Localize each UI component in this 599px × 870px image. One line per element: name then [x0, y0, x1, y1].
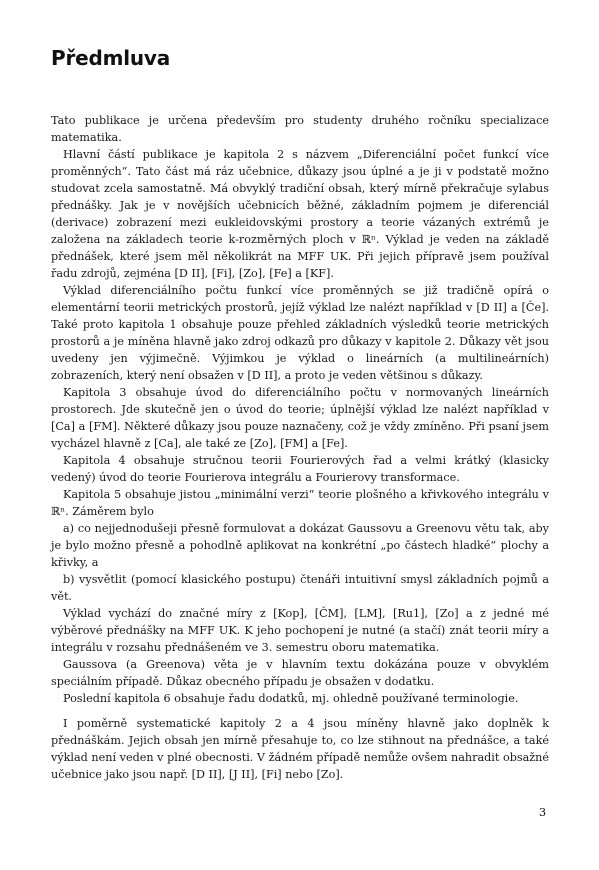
list-item-a: a) co nejjednodušeji přesně formulovat a dokázat Gaussovu a Greenovu větu tak, aby je bylo možno přesně a pohodlně aplikovat na konkrétní „po částech hladké“ plochy a křivky, a [51, 522, 549, 569]
paragraph-chapter-5: Kapitola 5 obsahuje jistou „minimální verzi“ teorie plošného a křivkového integrálu v ℝⁿ. Záměrem bylo [51, 488, 549, 518]
page-title: Předmluva [51, 46, 171, 70]
paragraph-gauss: Gaussova (a Greenova) věta je v hlavním textu dokázána pouze v obvyklém speciálním případě. Důkaz obecného případu je obsažen v dodatku. [51, 658, 549, 688]
page-number: 3 [539, 806, 547, 819]
paragraph-chapter-2: Hlavní částí publikace je kapitola 2 s názvem „Diferenciální počet funkcí více proměnných“. Tato část má ráz učebnice, důkazy jsou úplné a je ji v podstatě možno studovat zcela samostatně. Má obvyklý tradiční obsah, který mírně překračuje sylabus přednášky. Jak je v novějších učebnicích běžné, základním pojmem je diferenciál (derivace) zobrazení mezi eukleidovskými prostory a teorie vázaných extrémů je založena na základech teorie k-rozměrných ploch v ℝⁿ. Výklad je veden na základě přednášek, které jsem měl několikrát na MFF UK. Při jejich přípravě jsem používal řadu zdrojů, zejména [D II], [Fi], [Zo], [Fe] a [KF]. [51, 148, 549, 280]
body-text [51, 112, 549, 783]
paragraph-chapter-3: Kapitola 3 obsahuje úvod do diferenciálního počtu v normovaných lineárních prostorech. Jde skutečně jen o úvod do teorie; úplnější výklad lze nalézt například v [Ca] a [FM]. Některé důkazy jsou pouze naznačeny, což je vždy zmíněno. Při psaní jsem vycházel hlavně z [Ca], ale také ze [Zo], [FM] a [Fe]. [51, 386, 549, 450]
paragraph-metric-spaces: Výklad diferenciálního počtu funkcí více proměnných se již tradičně opírá o elementární teorii metrických prostorů, jejíž výklad lze nalézt například v [D II] a [Če]. Také proto kapitola 1 obsahuje pouze přehled základních výsledků teorie metrických prostorů a je míněna hlavně jako zdroj odkazů pro důkazy v kapitole 2. Důkazy vět jsou uvedeny jen výjimečně. Výjimkou je výklad o lineárních (a multilineárních) zobrazeních, který není obsažen v [D II], a proto je veden většinou s důkazy. [51, 284, 549, 382]
paragraph-closing: I poměrně systematické kapitoly 2 a 4 jsou míněny hlavně jako doplněk k přednáškám. Jejich obsah jen mírně přesahuje to, co lze stihnout na přednášce, a také výklad není veden v plné obecnosti. V žádném případě nemůže ovšem nahradit obsažné učebnice jako jsou např. [D II], [J II], [Fi] nebo [Zo]. [51, 717, 549, 781]
paragraph-chapter-6: Poslední kapitola 6 obsahuje řadu dodatků, mj. ohledně používané terminologie. [63, 692, 519, 705]
paragraph-chapter-4: Kapitola 4 obsahuje stručnou teorii Fourierových řad a velmi krátký (klasicky vedený) úvod do teorie Fourierova integrálu a Fourierovy transformace. [51, 454, 549, 484]
list-item-b: b) vysvětlit (pomocí klasického postupu) čtenáři intuitivní smysl základních pojmů a vět. [51, 573, 549, 603]
paragraph-sources: Výklad vychází do značné míry z [Kop], [ČM], [LM], [Ru1], [Zo] a z jedné mé výběrové přednášky na MFF UK. K jeho pochopení je nutné (a stačí) znát teorii míry a integrálu v rozsahu přednášeném ve 3. semestru oboru matematika. [51, 607, 549, 654]
paragraph-intro: Tato publikace je určena především pro studenty druhého ročníku specializace matematika. [51, 114, 549, 144]
